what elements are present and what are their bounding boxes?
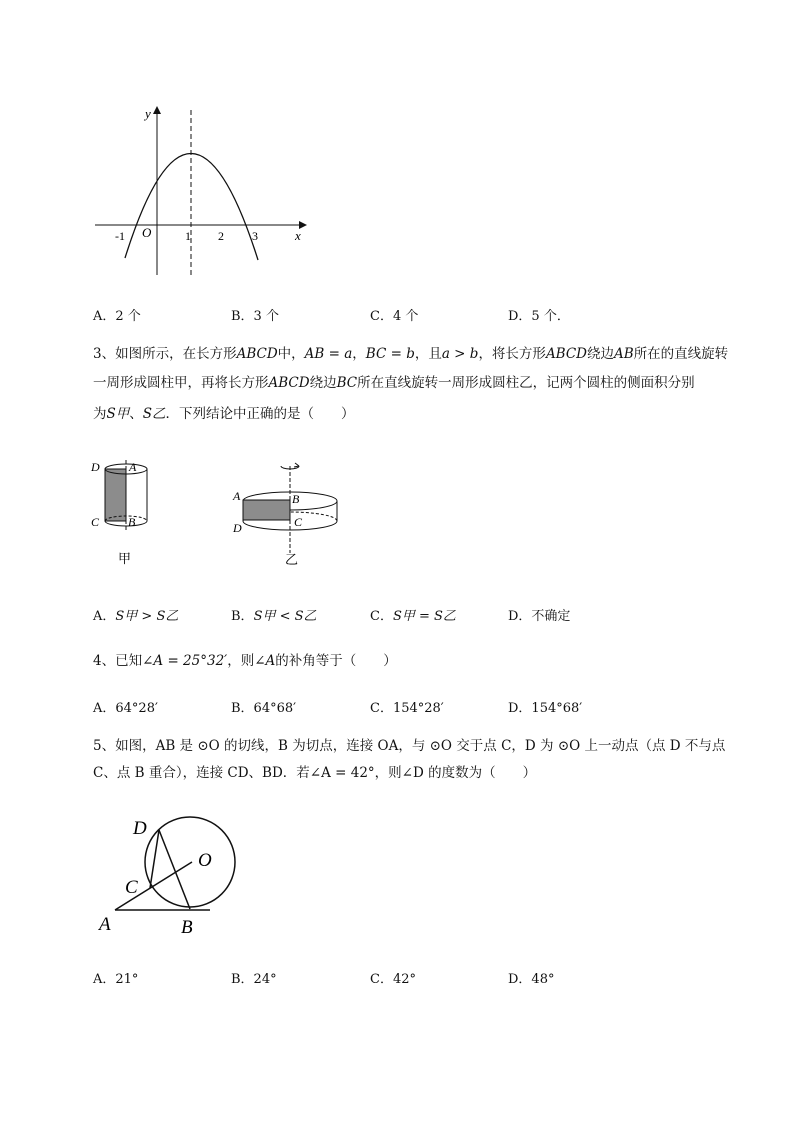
svg-text:B: B (128, 515, 136, 529)
q3-line-1: 3、如图所示，在长方形ABCD中，AB = a，BC = b，且a > b，将长方形ABCD绕边AB所在的直线旋转 (93, 346, 729, 362)
q4-option-c[interactable]: C．154°28′ (370, 701, 444, 716)
tick-neg1: -1 (115, 229, 125, 243)
q5-option-c[interactable]: C．42° (370, 972, 416, 987)
tick-1: 1 (185, 229, 191, 243)
svg-text:D: D (91, 460, 100, 474)
q2-option-a[interactable]: A．2 个 (93, 309, 141, 324)
origin-label: O (142, 225, 152, 240)
q4-question: 4、已知∠A = 25°32′，则∠A的补角等于（ ） (93, 653, 397, 669)
q3-line-2: 一周形成圆柱甲，再将长方形ABCD绕边BC所在直线旋转一周形成圆柱乙，记两个圆柱的侧面积分别 (93, 375, 695, 391)
q3-option-a[interactable]: A．S甲 > S乙 (93, 609, 179, 624)
tick-2: 2 (218, 229, 224, 243)
svg-text:A: A (233, 489, 241, 503)
x-label: x (295, 228, 301, 243)
cylinder-yi-figure (228, 458, 348, 570)
svg-text:A: A (129, 460, 137, 474)
svg-text:B: B (181, 917, 193, 938)
q5-line-1: 5、如图，AB 是 ⊙O 的切线，B 为切点，连接 OA，与 ⊙O 交于点 C，D 为 ⊙O 上一动点（点 D 不与点 (93, 738, 726, 754)
svg-text:D: D (133, 818, 147, 839)
svg-text:A: A (99, 914, 111, 935)
q3-option-c[interactable]: C．S甲 = S乙 (370, 609, 456, 624)
svg-text:C: C (125, 877, 138, 898)
svg-text:甲: 甲 (118, 551, 132, 566)
circle-tangent-figure (95, 810, 255, 940)
q2-option-d[interactable]: D．5 个． (508, 309, 570, 324)
rectangle-abcd (243, 500, 290, 520)
parabola-graph (90, 100, 320, 280)
cylinder-jia-figure (88, 455, 168, 570)
q3-option-b[interactable]: B．S甲 < S乙 (231, 609, 317, 624)
tick-3: 3 (252, 229, 258, 243)
q2-option-b[interactable]: B．3 个 (231, 309, 279, 324)
svg-text:D: D (233, 521, 242, 535)
q2-option-c[interactable]: C．4 个 (370, 309, 419, 324)
q5-option-a[interactable]: A．21° (93, 972, 139, 987)
q3-option-d[interactable]: D．不确定 (508, 609, 571, 624)
q3-line-3: 为S甲、S乙．下列结论中正确的是（ ） (93, 406, 355, 422)
q5-option-d[interactable]: D．48° (508, 972, 555, 987)
q4-option-a[interactable]: A．64°28′ (93, 701, 158, 716)
rectangle-abcd (105, 469, 126, 521)
q5-option-b[interactable]: B．24° (231, 972, 277, 987)
svg-text:C: C (294, 515, 303, 529)
svg-text:C: C (91, 515, 100, 529)
q4-option-d[interactable]: D．154°68′ (508, 701, 583, 716)
segment-bd (159, 830, 190, 909)
y-label: y (145, 106, 151, 121)
svg-text:B: B (292, 492, 300, 506)
q4-option-b[interactable]: B．64°68′ (231, 701, 297, 716)
svg-text:O: O (198, 850, 212, 871)
q5-line-2: C、点 B 重合），连接 CD、BD．若∠A = 42°，则∠D 的度数为（ ） (93, 765, 537, 781)
svg-text:乙: 乙 (285, 552, 299, 567)
